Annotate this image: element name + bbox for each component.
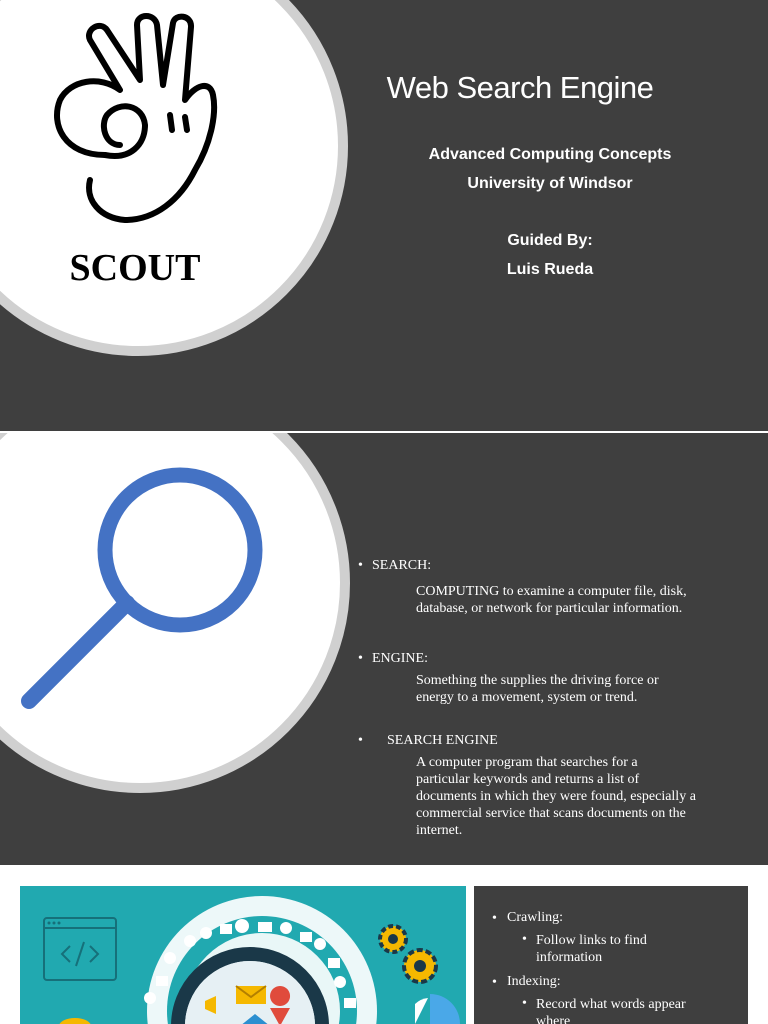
cloud-icon (59, 1018, 91, 1024)
indexing-detail (536, 996, 686, 1024)
term-search-engine: SEARCH ENGINE (387, 733, 498, 748)
term-engine: ENGINE: (372, 651, 428, 666)
code-window-icon (44, 918, 116, 980)
slide-definition (0, 433, 768, 865)
logo-text: SCOUT (69, 247, 201, 289)
ok-hand-icon (45, 5, 225, 240)
definition-line: energy to a movement, system or trend. (416, 690, 638, 705)
term-search: SEARCH: (372, 558, 432, 573)
slide-title-text: Web Search Engine (386, 70, 654, 105)
definition-line: documents in which they were found, especially a (416, 789, 696, 804)
bullet-icon: • (492, 975, 497, 990)
definition-engine (416, 672, 659, 706)
item-crawling: Crawling: (507, 910, 563, 925)
definition-line: Something the supplies the driving force or (416, 673, 659, 688)
course-text: Advanced Computing Concepts (428, 146, 672, 163)
process-list (474, 886, 748, 1024)
definition-line: commercial service that scans documents on the (416, 806, 686, 821)
bullet-icon: • (492, 911, 497, 926)
guide-name: Luis Rueda (506, 261, 594, 278)
bullet-icon: • (358, 651, 363, 666)
bullet-icon: • (358, 558, 363, 573)
detail-line: Record what words appear (536, 997, 686, 1012)
gear-icon (380, 926, 436, 982)
detail-line: Follow links to find (536, 933, 647, 948)
definition-line: database, or network for particular information. (416, 601, 683, 616)
definition-search (416, 583, 687, 617)
search-illustration (20, 886, 466, 1024)
bullet-icon: • (522, 996, 527, 1011)
definition-line: particular keywords and returns a list of (416, 772, 640, 787)
mail-icon (236, 986, 266, 1004)
slide-title (0, 0, 768, 431)
guided-label: Guided By: (507, 232, 593, 249)
university-text: University of Windsor (467, 175, 633, 192)
definition-line: COMPUTING to examine a computer file, disk, (416, 584, 687, 599)
pie-chart-icon (430, 994, 460, 1024)
bullet-icon: • (522, 932, 527, 947)
definition-line: internet. (416, 823, 463, 838)
definition-search-engine (416, 754, 696, 839)
crawling-detail (536, 932, 647, 966)
detail-line: information (536, 950, 603, 965)
detail-line: where (536, 1014, 571, 1024)
definition-line: A computer program that searches for a (416, 755, 638, 770)
magnifier-icon (15, 463, 275, 713)
item-indexing: Indexing: (507, 974, 561, 989)
bullet-icon: • (358, 733, 363, 748)
